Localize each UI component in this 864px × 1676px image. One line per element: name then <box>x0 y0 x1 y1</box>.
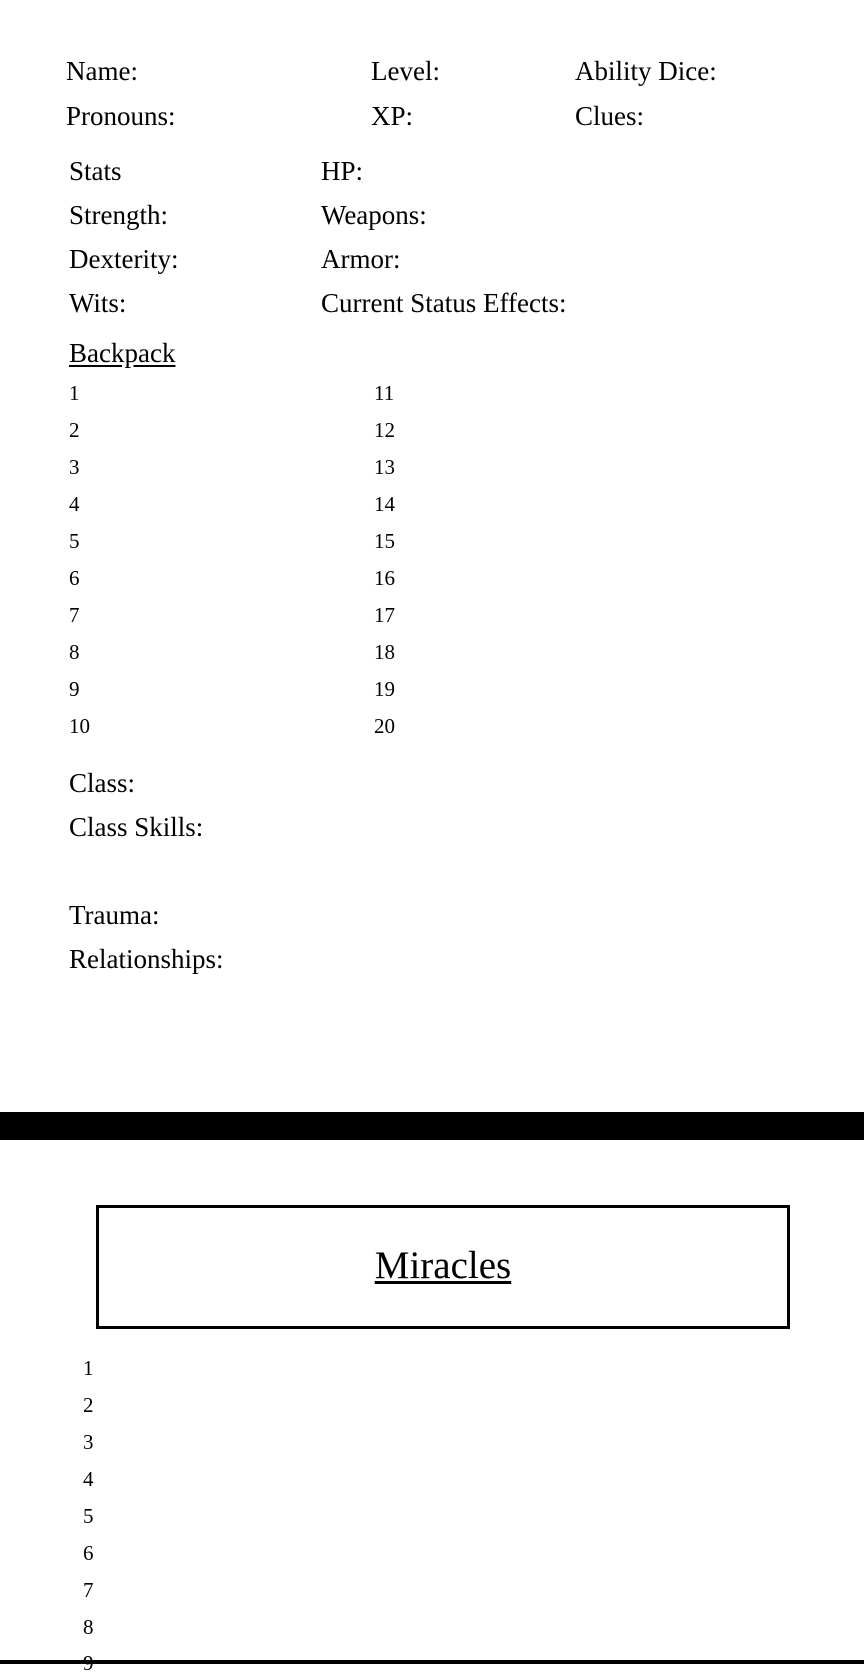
class-label: Class: <box>69 768 136 798</box>
dexterity-label: Dexterity: <box>69 244 179 274</box>
wits-label: Wits: <box>69 288 127 318</box>
backpack-slot-19: 19 <box>374 677 395 701</box>
clues-label: Clues: <box>575 101 645 131</box>
weapons-label: Weapons: <box>321 200 427 230</box>
backpack-slot-3: 3 <box>69 455 80 479</box>
ability-dice-label: Ability Dice: <box>575 56 717 86</box>
backpack-slot-11: 11 <box>374 381 395 405</box>
miracle-slot-2: 2 <box>83 1393 94 1417</box>
xp-label: XP: <box>371 101 414 131</box>
bottom-edge-bar <box>0 1660 864 1664</box>
backpack-slot-8: 8 <box>69 640 80 664</box>
miracles-title: Miracles <box>374 1244 512 1287</box>
backpack-heading: Backpack <box>69 338 176 368</box>
class-skills-label: Class Skills: <box>69 812 204 842</box>
backpack-slot-4: 4 <box>69 492 80 516</box>
backpack-slot-15: 15 <box>374 529 395 553</box>
backpack-slot-13: 13 <box>374 455 395 479</box>
trauma-label: Trauma: <box>69 900 160 930</box>
miracle-slot-7: 7 <box>83 1578 94 1602</box>
relationships-label: Relationships: <box>69 944 224 974</box>
strength-label: Strength: <box>69 200 168 230</box>
backpack-slot-12: 12 <box>374 418 395 442</box>
backpack-slot-9: 9 <box>69 677 80 701</box>
backpack-slot-6: 6 <box>69 566 80 590</box>
miracle-slot-8: 8 <box>83 1615 94 1639</box>
backpack-slot-16: 16 <box>374 566 395 590</box>
backpack-slot-1: 1 <box>69 381 80 405</box>
backpack-slot-2: 2 <box>69 418 80 442</box>
miracle-slot-3: 3 <box>83 1430 94 1454</box>
backpack-slot-5: 5 <box>69 529 80 553</box>
backpack-slot-20: 20 <box>374 714 395 738</box>
backpack-slot-7: 7 <box>69 603 80 627</box>
name-label: Name: <box>66 56 138 86</box>
miracle-slot-1: 1 <box>83 1356 94 1380</box>
miracle-slot-4: 4 <box>83 1467 94 1491</box>
stats-heading: Stats <box>69 156 122 186</box>
armor-label: Armor: <box>321 244 401 274</box>
miracle-slot-5: 5 <box>83 1504 94 1528</box>
backpack-slot-10: 10 <box>69 714 90 738</box>
backpack-slot-14: 14 <box>374 492 395 516</box>
pronouns-label: Pronouns: <box>66 101 176 131</box>
status-effects-label: Current Status Effects: <box>321 288 567 318</box>
miracles-page <box>0 1140 864 1660</box>
miracle-slot-6: 6 <box>83 1541 94 1565</box>
page-divider <box>0 1112 864 1140</box>
backpack-slot-17: 17 <box>374 603 395 627</box>
level-label: Level: <box>371 56 440 86</box>
hp-label: HP: <box>321 156 364 186</box>
miracles-title-box <box>96 1205 790 1329</box>
backpack-slot-18: 18 <box>374 640 395 664</box>
